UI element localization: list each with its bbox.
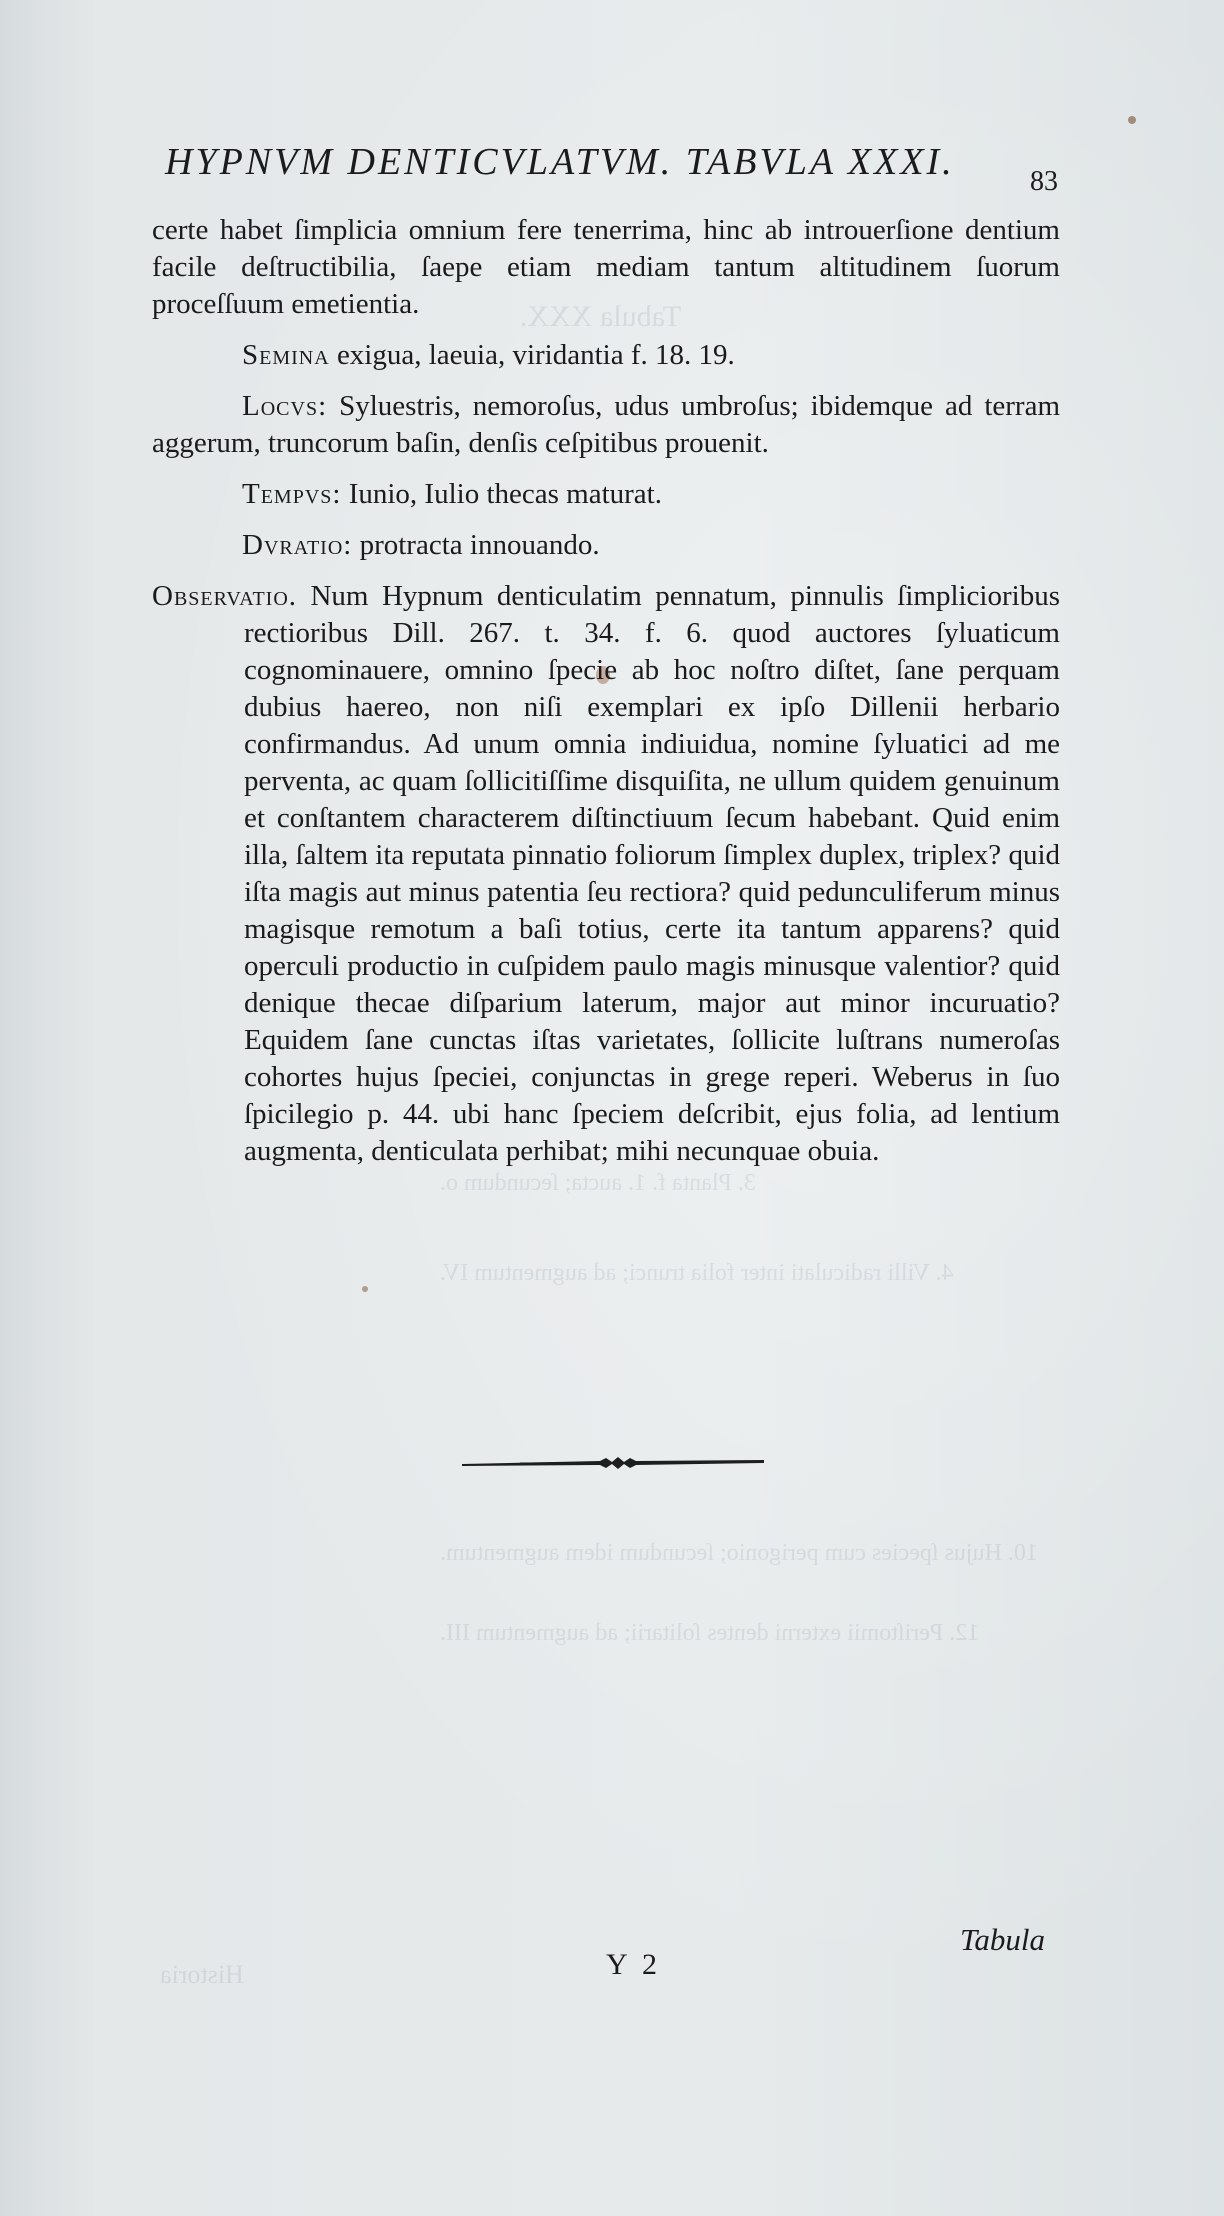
show-through-text: 4. Villi radiculati inter folia trunci; ad augmentum IV.: [440, 1260, 954, 1286]
show-through-text: 12. Periſtomii externi dentes ſolitarii; ad augmentum III.: [440, 1620, 980, 1646]
observatio-label: Observatio.: [152, 580, 298, 612]
show-through-text: Historia: [160, 1960, 244, 1989]
observatio-text: Num Hypnum denticulatim pennatum, pinnulis ſimplicioribus rectioribus Dill. 267. t. 34. f. 6. quod auctores ſyluaticum cognominauere, omnino ſpecie ab hoc noſtro diſtet, ſane perquam dubius haereo, non niſi exemplari ex ipſo Dillenii herbario confirmandus. Ad unum omnia indiuidua, nomine ſyluatici ad me perventa, ac quam ſollicitiſſime disquiſita, ne ullum quidem genuinum et conſtantem characterem diſtinctiuum ſecum habebant. Quid enim illa, ſaltem ita reputata pinnatio foliorum ſimplex duplex, triplex? quid iſta magis aut minus patentia ſeu rectiora? quid pedunculiferum minus magisque remotum a baſi totius, certe ita tantum apparens? quid operculi productio in cuſpidem paulo magis minusque valentior? quid denique thecae diſparium laterum, major aut minor incuruatio? Equidem ſane cunctas iſtas varietates, ſollicite luſtrans numeroſas cohortes hujus ſpeciei, conjunctas in grege reperi. Weberus in ſuo ſpicilegio p. 44. ubi hanc ſpeciem deſcribit, ejus folia, ad lentium augmenta, denticulata perhibat; mihi necunquae obuia.: [244, 580, 1060, 1167]
show-through-text: 3. Planta f. 1. aucta; ſecundum o.: [440, 1170, 756, 1196]
signature-mark: Y 2: [606, 1948, 662, 1981]
page-number: 83: [1030, 166, 1058, 197]
intro-continuation: certe habet ſimplicia omnium fere tenerrima, hinc ab introuerſione dentium facile deſtructibilia, ſaepe etiam mediam tantum altitudinem ſuorum proceſſuum emetientia.: [152, 214, 1060, 320]
duratio-text: protracta innouando.: [359, 529, 600, 561]
semina-label: Semina: [242, 339, 330, 371]
ornamental-rule: [460, 1452, 766, 1474]
duratio-paragraph: [152, 527, 1060, 564]
locus-paragraph: [152, 388, 1060, 462]
show-through-text: 10. Hujus ſpecies cum perigonio; ſecundum idem augmentum.: [440, 1540, 1038, 1566]
catchword: Tabula: [960, 1922, 1046, 1957]
semina-paragraph: [152, 337, 1060, 374]
foxing-stain: [362, 1286, 368, 1292]
locus-label: Locvs:: [242, 390, 328, 422]
tempus-text: Iunio, Iulio thecas maturat.: [348, 478, 662, 510]
tempus-paragraph: [152, 476, 1060, 513]
semina-text: exigua, laeuia, viridantia f. 18. 19.: [336, 339, 735, 371]
show-through-text: Tabula XXX.: [520, 300, 682, 333]
running-title: HYPNVM DENTICVLATVM. TABVLA XXXI.: [165, 141, 955, 183]
observatio-paragraph: [152, 578, 1060, 1170]
foxing-stain: [1128, 116, 1136, 124]
tempus-label: Tempvs:: [242, 478, 342, 510]
locus-text: Syluestris, nemoroſus, udus umbroſus; ibidemque ad terram aggerum, truncorum baſin, denſis ceſpitibus prouenit.: [152, 390, 1061, 459]
duratio-label: Dvratio:: [242, 529, 353, 561]
main-text: [152, 212, 1060, 1184]
